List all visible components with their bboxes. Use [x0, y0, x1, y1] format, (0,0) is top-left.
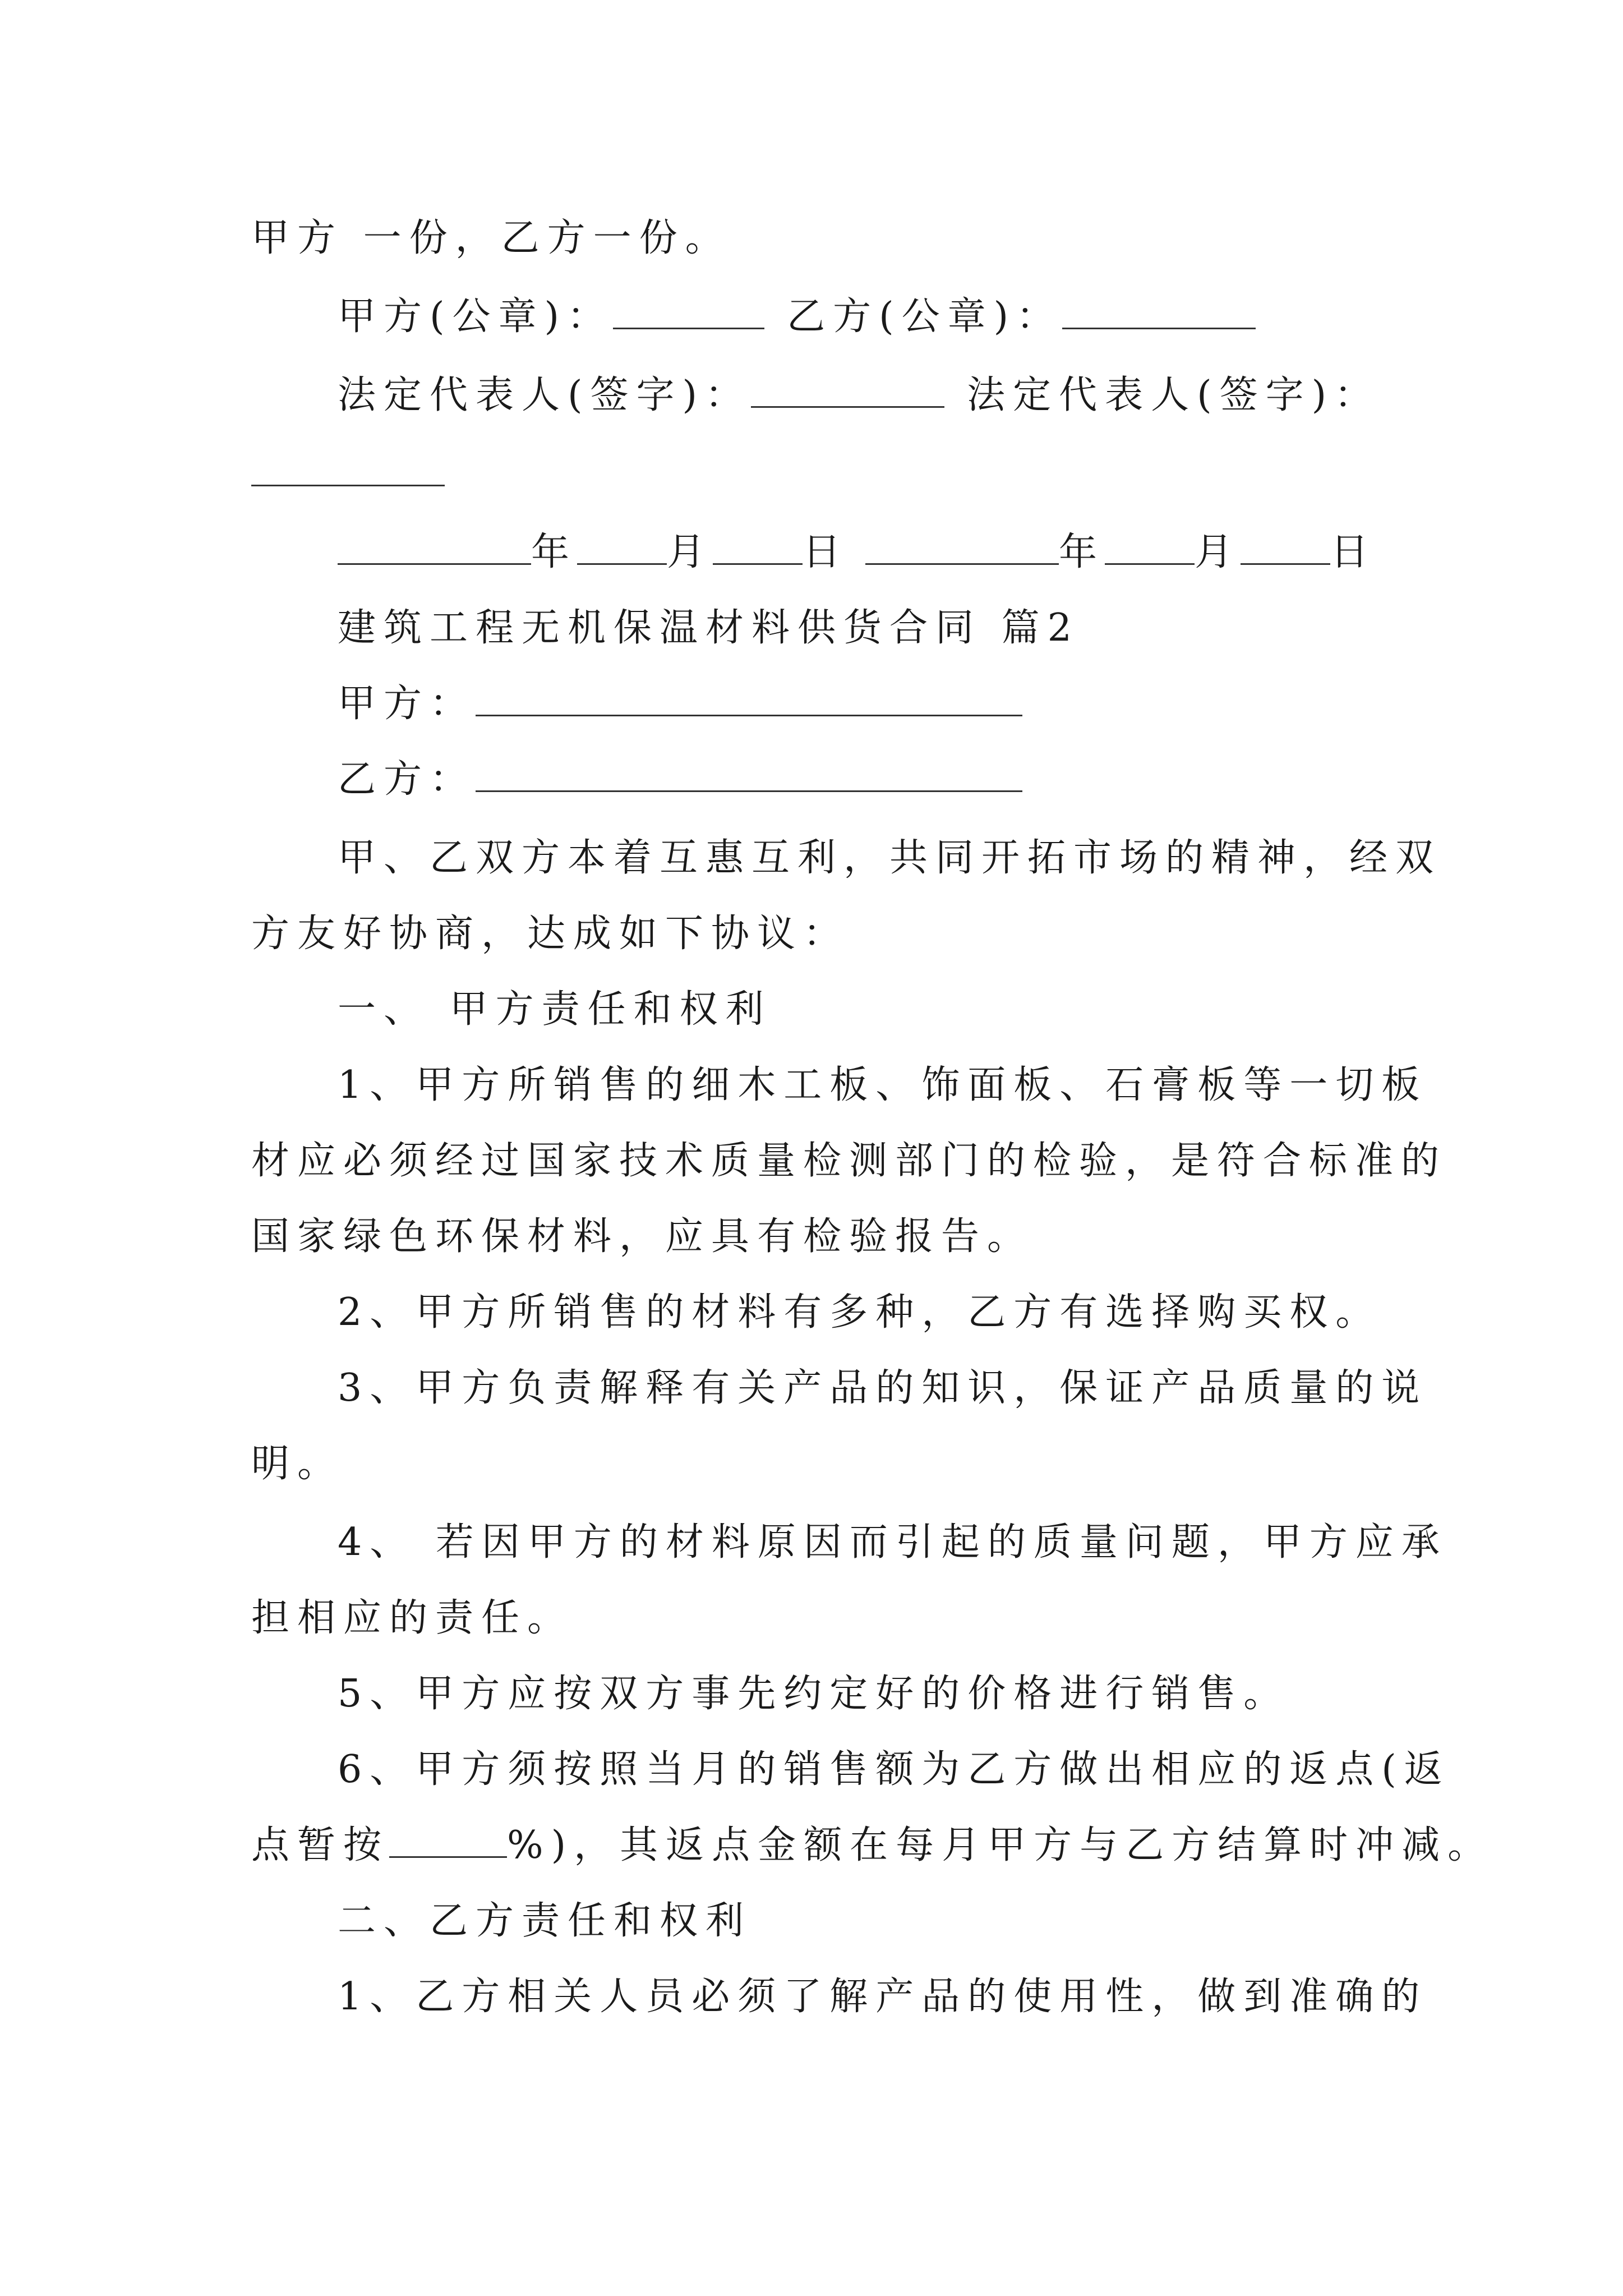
blank-line-row: [251, 452, 445, 496]
text-line: [338, 1672, 1289, 1717]
day-label: 日: [1330, 530, 1377, 574]
text-line: [251, 1214, 1033, 1259]
text: 甲、乙双方本着互惠互利，共同开拓市场的精神，经双: [338, 836, 1442, 880]
section-heading: [338, 987, 772, 1032]
blank-line: [713, 531, 803, 565]
heading-text: 二、乙方责任和权利: [338, 1899, 752, 1943]
blank-line: [1062, 295, 1256, 329]
text-line: [251, 912, 849, 956]
blank-line: [251, 452, 445, 486]
text: 3、甲方负责解释有关产品的知识，保证产品质量的说: [338, 1366, 1428, 1410]
blank-line: [476, 682, 1022, 716]
text-line: [251, 216, 731, 261]
contract-title: 建筑工程无机保温材料供货合同 篇2: [338, 606, 1080, 650]
text-line: [338, 1520, 1447, 1565]
heading-text: 一、 甲方责任和权利: [338, 987, 772, 1032]
section-title: [338, 606, 1080, 651]
party-b-seal-label: 乙方(公章)：: [787, 295, 1063, 339]
text-line: [251, 1596, 573, 1641]
signature-line-rep: [338, 373, 1380, 418]
year-label: 年: [531, 530, 578, 574]
text: 国家绿色环保材料，应具有检验报告。: [251, 1214, 1034, 1259]
text-line: [338, 1975, 1427, 2019]
text: 4、 若因甲方的材料原因而引起的质量问题，甲方应承: [338, 1520, 1447, 1565]
text-line: [338, 1290, 1381, 1335]
day-label: 日: [803, 530, 849, 574]
text: 材应必须经过国家技术质量检测部门的检验，是符合标准的: [251, 1139, 1447, 1183]
text: 1、甲方所销售的细木工板、饰面板、石膏板等一切板: [338, 1063, 1428, 1107]
blank-line: [751, 374, 944, 408]
party-b-rep-label: 法定代表人(签字)：: [967, 373, 1381, 417]
party-b-label: 乙方：: [338, 757, 476, 802]
party-b-line: [338, 757, 1022, 802]
party-a-rep-label: 法定代表人(签字)：: [338, 373, 751, 417]
blank-line: [865, 531, 1059, 565]
text: 甲方 一份，乙方一份。: [251, 216, 731, 260]
text-line: [251, 1442, 343, 1487]
text-line: [251, 1139, 1447, 1184]
text-line: [338, 1747, 1450, 1792]
blank-line: [338, 531, 531, 565]
text-line: [338, 1063, 1427, 1108]
blank-line: [577, 531, 667, 565]
text: 6、甲方须按照当月的销售额为乙方做出相应的返点(返: [338, 1747, 1450, 1792]
text: %)，其返点金额在每月甲方与乙方结算时冲减。: [507, 1823, 1494, 1867]
text: 5、甲方应按双方事先约定好的价格进行销售。: [338, 1672, 1290, 1716]
text-line: [338, 1366, 1427, 1411]
blank-line: [613, 295, 764, 329]
month-label: 月: [667, 530, 713, 574]
signature-line-seal: [338, 295, 1256, 339]
text: 方友好协商，达成如下协议：: [251, 912, 850, 956]
text-line: [338, 836, 1441, 881]
blank-line: [389, 1824, 507, 1858]
party-a-seal-label: 甲方(公章)：: [338, 295, 614, 339]
year-label: 年: [1059, 530, 1105, 574]
blank-line: [476, 758, 1022, 792]
blank-line: [1105, 531, 1195, 565]
date-line: [338, 530, 1376, 575]
text: 1、乙方相关人员必须了解产品的使用性，做到准确的: [338, 1975, 1428, 2019]
text: 担相应的责任。: [251, 1596, 574, 1640]
blank-line: [1241, 531, 1330, 565]
month-label: 月: [1195, 530, 1241, 574]
text: 明。: [251, 1442, 344, 1486]
text-line: [251, 1823, 1493, 1868]
party-a-line: [338, 682, 1022, 726]
text: 2、甲方所销售的材料有多种，乙方有选择购买权。: [338, 1290, 1382, 1335]
section-heading: [338, 1899, 751, 1944]
text: 点暂按: [251, 1823, 390, 1867]
party-a-label: 甲方：: [338, 682, 476, 726]
